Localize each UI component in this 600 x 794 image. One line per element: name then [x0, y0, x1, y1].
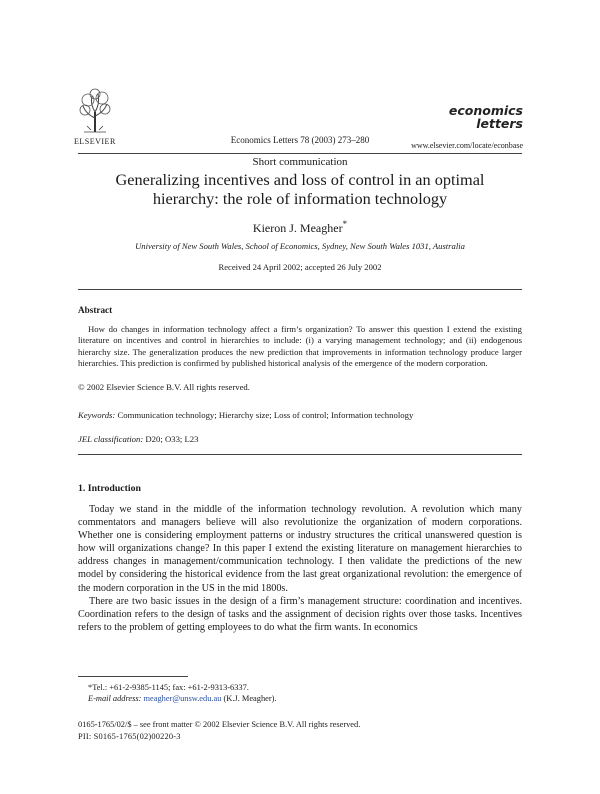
keywords: [78, 410, 413, 420]
introduction-body: [78, 503, 522, 634]
article-title: [70, 170, 530, 208]
journal-url[interactable]: www.elsevier.com/locate/econbase: [411, 141, 523, 150]
abstract-copyright: © 2002 Elsevier Science B.V. All rights reserved.: [78, 382, 250, 392]
keywords-label: Keywords:: [78, 410, 116, 420]
author-name-text: Kieron J. Meagher: [252, 221, 343, 235]
header-rule: [78, 153, 522, 154]
footnote-email: [88, 694, 277, 703]
journal-wordmark-line2: letters: [476, 116, 523, 131]
footnote-rule: [78, 676, 188, 677]
author-affiliation: University of New South Wales, School of Economics, Sydney, New South Wales 1031, Australia: [135, 241, 465, 251]
author-footnote-mark[interactable]: *: [342, 219, 348, 229]
abstract-bottom-rule: [78, 454, 522, 455]
intro-paragraph-1: Today we stand in the middle of the information technology revolution. A revolution which many commentators and managers believe will also revolutionize the organization of modern corporations. Whether one is considering employment patterns or industry structures the critical unanswered question is how will organizations change? In this paper I extend the existing literature on management hierarchies to address changes in management/communication technology. I then validate the predictions of the new model by considering the historical evidence from the last great organizational revolution: the emergence of the modern corporation in the US in the mid 1800s.: [78, 504, 522, 594]
elsevier-tree-logo: [78, 88, 112, 134]
intro-paragraph-2: There are two basic issues in the design of a firm’s management structure: coordination and incentives. Coordination refers to the design of tasks and the assignment of decision rights over those tasks. Incentives refers to the problem of getting employees to do what the firm wants. In economics: [78, 595, 522, 633]
abstract-text: How do changes in information technology affect a firm’s organization? To answer this question I extend the existing literature on incentives and control in hierarchies to include: (i) a varying management technology; and (ii) endogenous hierarchy size. The generalization produces the new prediction that improvements in information technology produce larger hierarchies. This prediction is confirmed by published historical analysis of the emergence of the modern corporation.: [78, 324, 522, 369]
section-heading-introduction: 1. Introduction: [78, 483, 141, 494]
publisher-logo-text: ELSEVIER: [74, 137, 116, 146]
pii-line: PII: S0165-1765(02)00220-3: [78, 732, 181, 741]
author-name: [0, 219, 600, 236]
article-dates: Received 24 April 2002; accepted 26 July 2002: [218, 262, 382, 272]
abstract-heading: Abstract: [78, 305, 113, 315]
jel-codes: D20; O33; L23: [145, 434, 199, 444]
abstract-top-rule: [78, 289, 522, 290]
email-suffix: (K.J. Meagher).: [221, 694, 277, 703]
jel-label: JEL classification:: [78, 434, 144, 444]
journal-wordmark: [449, 104, 523, 130]
title-line-2: hierarchy: the role of information technology: [152, 189, 448, 208]
issn-line: 0165-1765/02/$ – see front matter © 2002 Elsevier Science B.V. All rights reserved.: [78, 720, 361, 729]
title-line-1: Generalizing incentives and loss of control in an optimal: [115, 170, 485, 189]
jel-classification: [78, 434, 199, 444]
email-link[interactable]: meagher@unsw.edu.au: [143, 694, 222, 703]
footnote-contact: *Tel.: +61-2-9385-1145; fax: +61-2-9313-6337.: [88, 683, 249, 692]
keywords-list: Communication technology; Hierarchy size; Loss of control; Information technology: [117, 410, 414, 420]
journal-citation: Economics Letters 78 (2003) 273–280: [230, 135, 370, 145]
email-label: E-mail address:: [88, 694, 142, 703]
journal-wordmark-line1: economics: [448, 103, 523, 118]
section-type: Short communication: [252, 156, 348, 168]
